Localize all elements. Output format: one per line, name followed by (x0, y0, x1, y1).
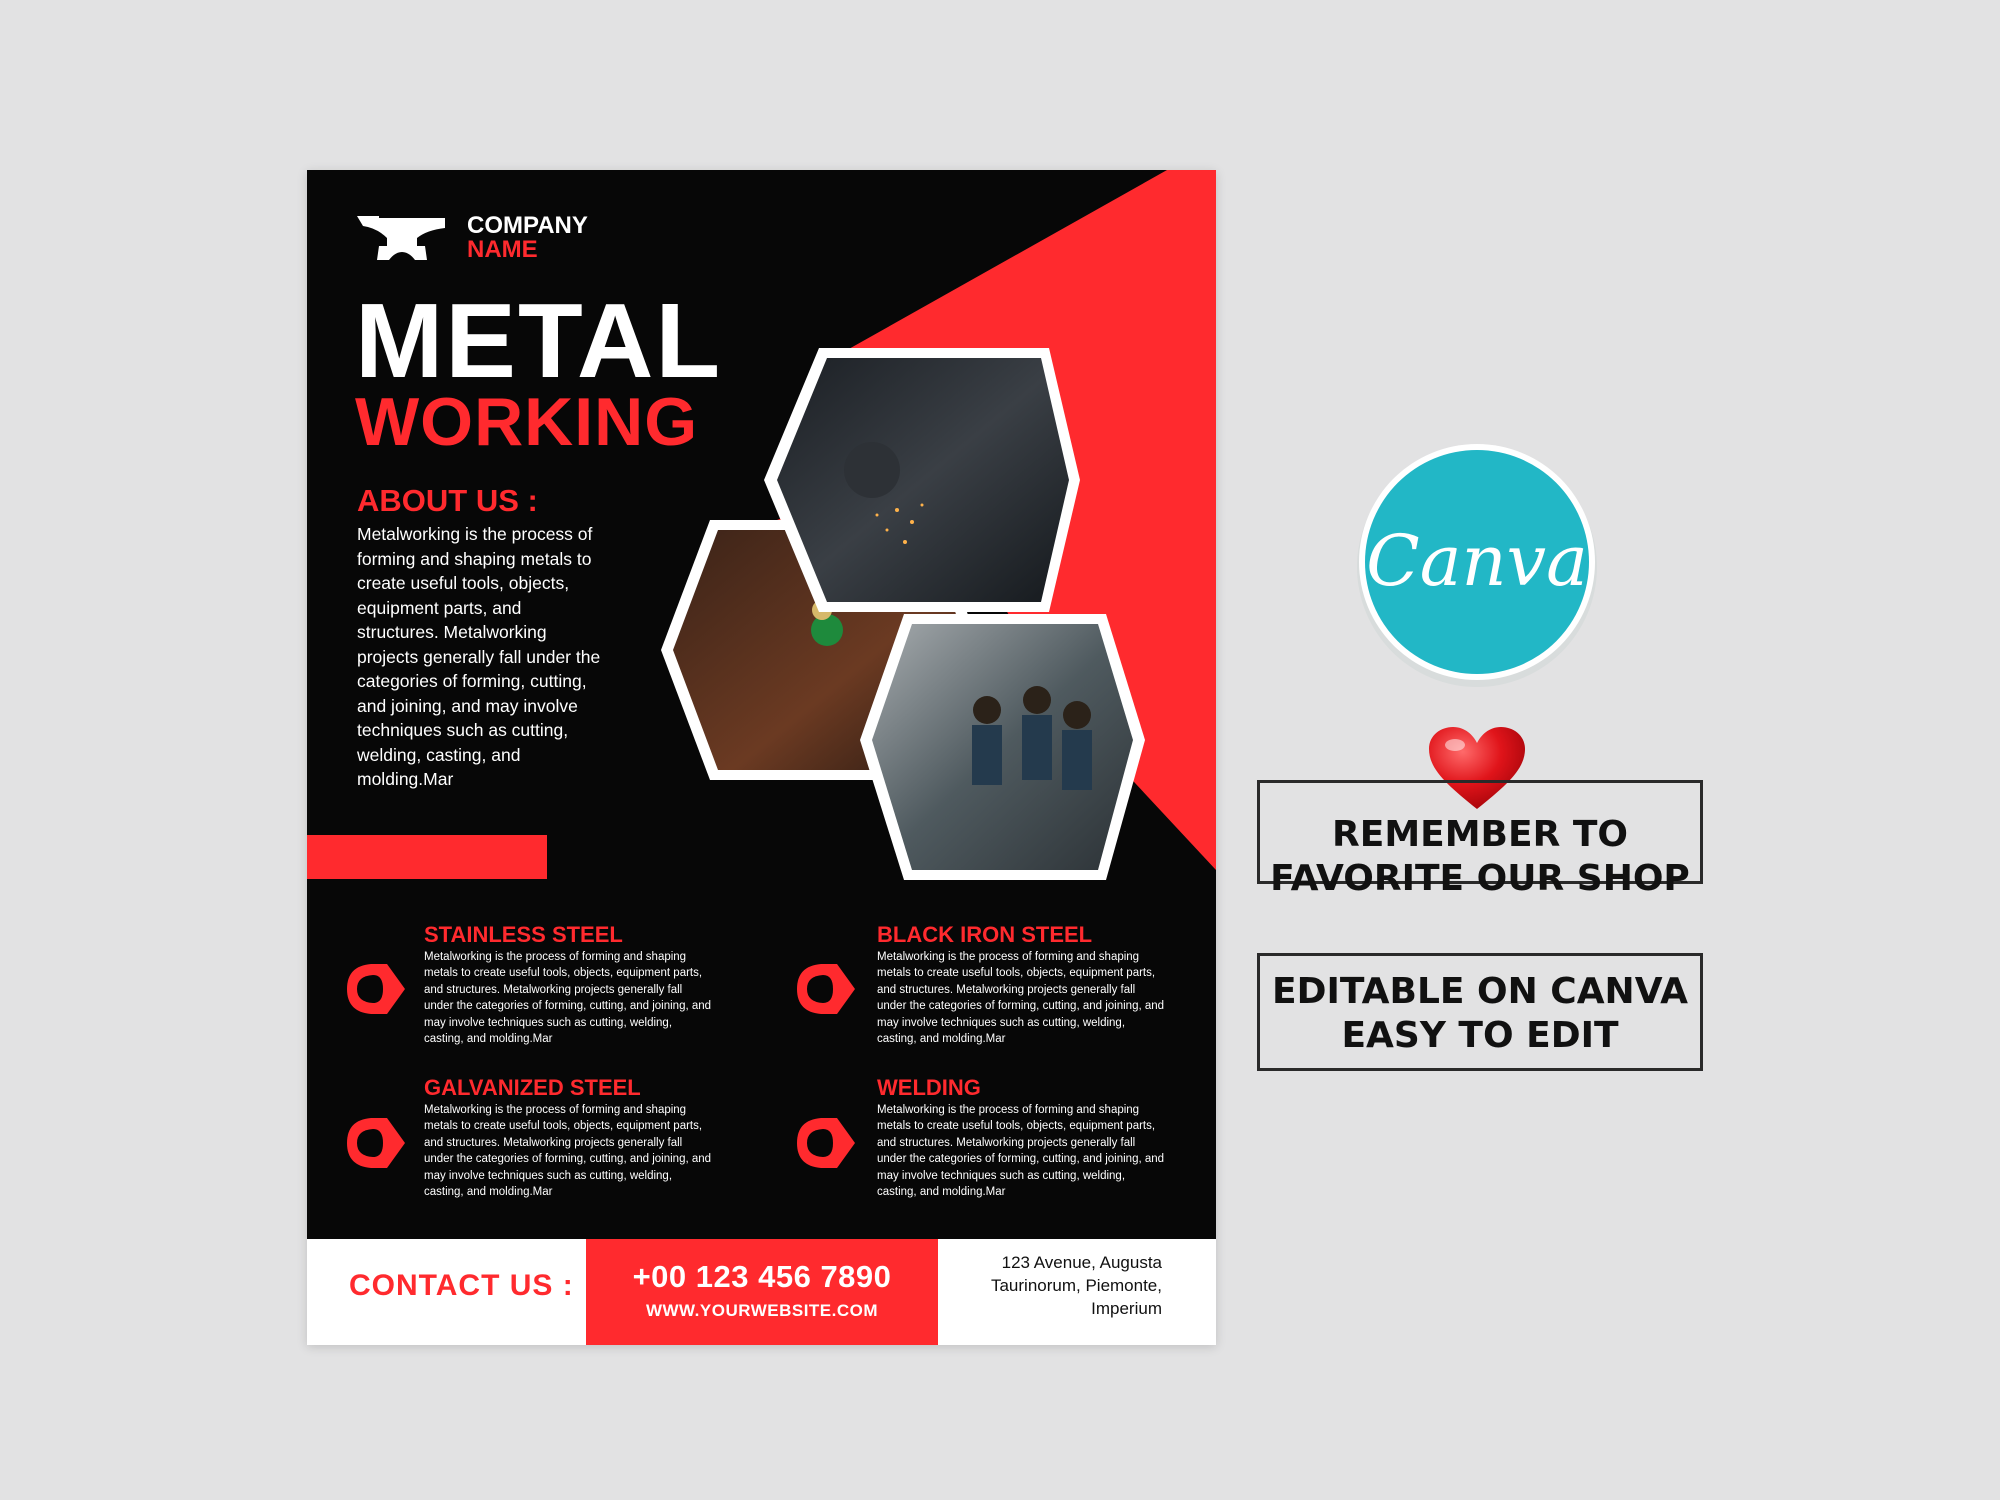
address-line2: Taurinorum, Piemonte, (990, 1276, 1162, 1295)
flyer (307, 170, 1216, 1345)
box1-line2: FAVORITE OUR SHOP (1270, 858, 1690, 899)
arrow-circle-icon (793, 958, 859, 1020)
editable-canva-box (1257, 953, 1703, 1071)
canva-logo (1340, 440, 1610, 690)
address-line3: Imperium (1091, 1299, 1162, 1318)
arrow-circle-icon (793, 1112, 859, 1174)
address-line1: 123 Avenue, Augusta (1001, 1253, 1162, 1272)
arrow-circle-icon (343, 1112, 409, 1174)
contact-label: CONTACT US : (349, 1269, 574, 1302)
feature-text: Metalworking is the process of forming and shaping metals to create useful tools, objects, equipment parts, and structures. Metalworking projects generally fall under the categories of forming, cutting, and joining, and may involve techniques such as cutting, welding, casting, and molding.Mar (424, 1104, 712, 1199)
title-working: WORKING (355, 384, 699, 460)
feature-title: BLACK IRON STEEL (877, 922, 1093, 947)
address (991, 1251, 1162, 1320)
box2-line2: EASY TO EDIT (1341, 1015, 1619, 1056)
feature-text: Metalworking is the process of forming and shaping metals to create useful tools, objects, equipment parts, and structures. Metalworking projects generally fall under the categories of forming, cutting, and joining, and may involve techniques such as cutting, welding, casting, and molding.Mar (424, 951, 712, 1046)
contact-footer (307, 1239, 1216, 1345)
feature-galvanized-steel (424, 1076, 714, 1200)
feature-welding (877, 1076, 1167, 1200)
feature-black-iron-steel (877, 923, 1167, 1047)
canva-wordmark: Canva (1366, 520, 1588, 602)
feature-title: STAINLESS STEEL (424, 922, 623, 947)
hexagon-photo-welding (764, 348, 1080, 612)
hexagon-photos (307, 170, 1216, 890)
box1-line1: REMEMBER TO (1332, 814, 1628, 855)
feature-text: Metalworking is the process of forming and shaping metals to create useful tools, objects, equipment parts, and structures. Metalworking projects generally fall under the categories of forming, cutting, and joining, and may involve techniques such as cutting, welding, casting, and molding.Mar (877, 951, 1165, 1046)
about-text: Metalworking is the process of forming and shaping metals to create useful tools, objects, equipment parts, and structures. Metalworking projects generally fall under the categories of forming, cutting, and joining, and may involve techniques such as cutting, welding, casting, and molding.Mar (357, 524, 601, 789)
phone-box (586, 1239, 938, 1345)
about-heading: ABOUT US : (357, 483, 538, 518)
feature-title: GALVANIZED STEEL (424, 1075, 641, 1100)
company-name-line1: COMPANY (467, 212, 588, 239)
phone-number: +00 123 456 7890 (632, 1259, 892, 1294)
box2-line1: EDITABLE ON CANVA (1272, 971, 1688, 1012)
company-name-line2: NAME (467, 236, 538, 263)
arrow-circle-icon (343, 958, 409, 1020)
feature-stainless-steel (424, 923, 714, 1047)
title-metal: METAL (355, 282, 723, 400)
website: WWW.YOURWEBSITE.COM (645, 1301, 879, 1320)
favorite-shop-box (1257, 780, 1703, 899)
feature-title: WELDING (877, 1075, 981, 1100)
hexagon-photo-workers (860, 614, 1145, 880)
feature-text: Metalworking is the process of forming and shaping metals to create useful tools, objects, equipment parts, and structures. Metalworking projects generally fall under the categories of forming, cutting, and joining, and may involve techniques such as cutting, welding, casting, and molding.Mar (877, 1104, 1165, 1199)
